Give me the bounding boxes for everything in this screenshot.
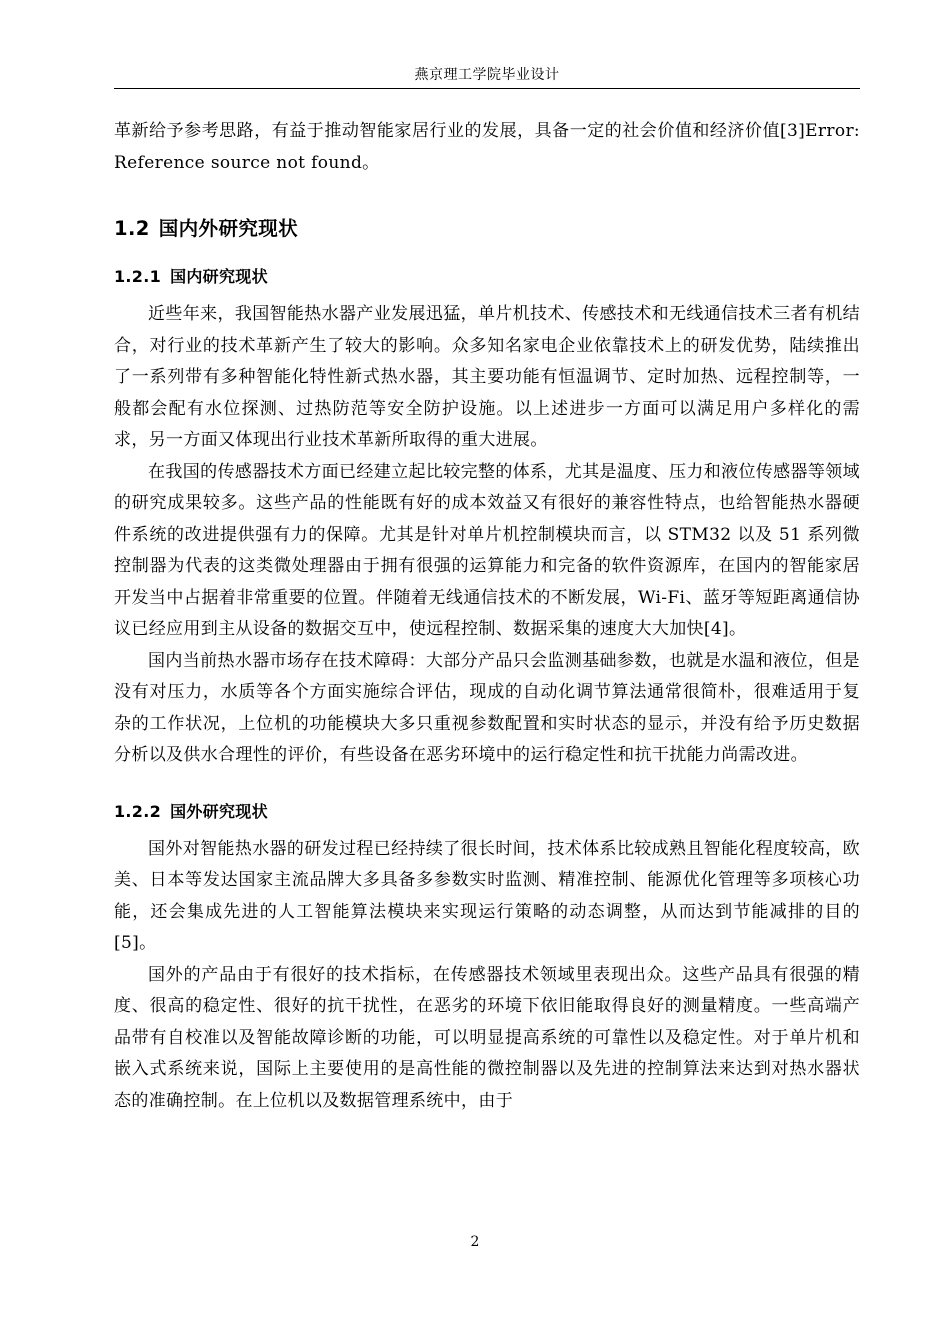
subsection-heading-1-2-2 xyxy=(114,798,860,826)
subsection-title: 国外研究现状 xyxy=(170,801,268,821)
section-heading-1-2 xyxy=(114,213,860,245)
paragraph-foreign-1: 国外对智能热水器的研发过程已经持续了很长时间，技术体系比较成熟且智能化程度较高，欧美、日本等发达国家主流品牌大多具备多参数实时监测、精准控制、能源优化管理等多项核心功能，还会集成先进的人工智能算法模块来实现运行策略的动态调整，从而达到节能减排的目的[5]。 xyxy=(114,838,860,953)
intro-paragraph: 革新给予参考思路，有益于推动智能家居行业的发展，具备一定的社会价值和经济价值[3]Error: Reference source not found。 xyxy=(114,121,860,173)
page-number: 2 xyxy=(470,1234,480,1250)
paragraph-foreign-2: 国外的产品由于有很好的技术指标，在传感器技术领域里表现出众。这些产品具有很强的精度、很高的稳定性、很好的抗干扰性，在恶劣的环境下依旧能取得良好的测量精度。一些高端产品带有自校准以及智能故障诊断的功能，可以明显提高系统的可靠性以及稳定性。对于单片机和嵌入式系统来说，国际上主要使用的是高性能的微控制器以及先进的控制算法来达到对热水器状态的准确控制。在上位机以及数据管理系统中，由于 xyxy=(114,964,860,1111)
subsection-number: 1.2.2 xyxy=(114,801,162,821)
paragraph-domestic-2: 在我国的传感器技术方面已经建立起比较完整的体系，尤其是温度、压力和液位传感器等领域的研究成果较多。这些产品的性能既有好的成本效益又有很好的兼容性特点，也给智能热水器硬件系统的改进提供强有力的保障。尤其是针对单片机控制模块而言，以 STM32 以及 51 系列微控制器为代表的这类微处理器由于拥有很强的运算能力和完备的软件资源库，在国内的智能家居开发当中占据着非常重要的位置。伴随着无线通信技术的不断发展，Wi-Fi、蓝牙等短距离通信协议已经应用到主从设备的数据交互中，使远程控制、数据采集的速度大大加快[4]。 xyxy=(114,461,860,639)
paragraph-domestic-1: 近些年来，我国智能热水器产业发展迅猛，单片机技术、传感技术和无线通信技术三者有机结合，对行业的技术革新产生了较大的影响。众多知名家电企业依靠技术上的研发优势，陆续推出了一系列带有多种智能化特性新式热水器，其主要功能有恒温调节、定时加热、远程控制等，一般都会配有水位探测、过热防范等安全防护设施。以上述进步一方面可以满足用户多样化的需求，另一方面又体现出行业技术革新所取得的重大进展。 xyxy=(114,304,860,450)
subsection-title: 国内研究现状 xyxy=(170,267,268,286)
subsection-number: 1.2.1 xyxy=(114,267,162,286)
document-body xyxy=(114,116,860,1117)
section-number: 1.2 xyxy=(114,217,150,240)
paragraph-domestic-3: 国内当前热水器市场存在技术障碍：大部分产品只会监测基础参数，也就是水温和液位，但是没有对压力，水质等各个方面实施综合评估，现成的自动化调节算法通常很简朴，很难适用于复杂的工作状况，上位机的功能模块大多只重视参数配置和实时状态的显示，并没有给予历史数据分析以及供水合理性的评价，有些设备在恶劣环境中的运行稳定性和抗干扰能力尚需改进。 xyxy=(114,650,860,765)
page-header: 燕京理工学院毕业设计 xyxy=(114,62,860,89)
subsection-heading-1-2-1 xyxy=(114,263,860,291)
section-title: 国内外研究现状 xyxy=(158,217,299,240)
